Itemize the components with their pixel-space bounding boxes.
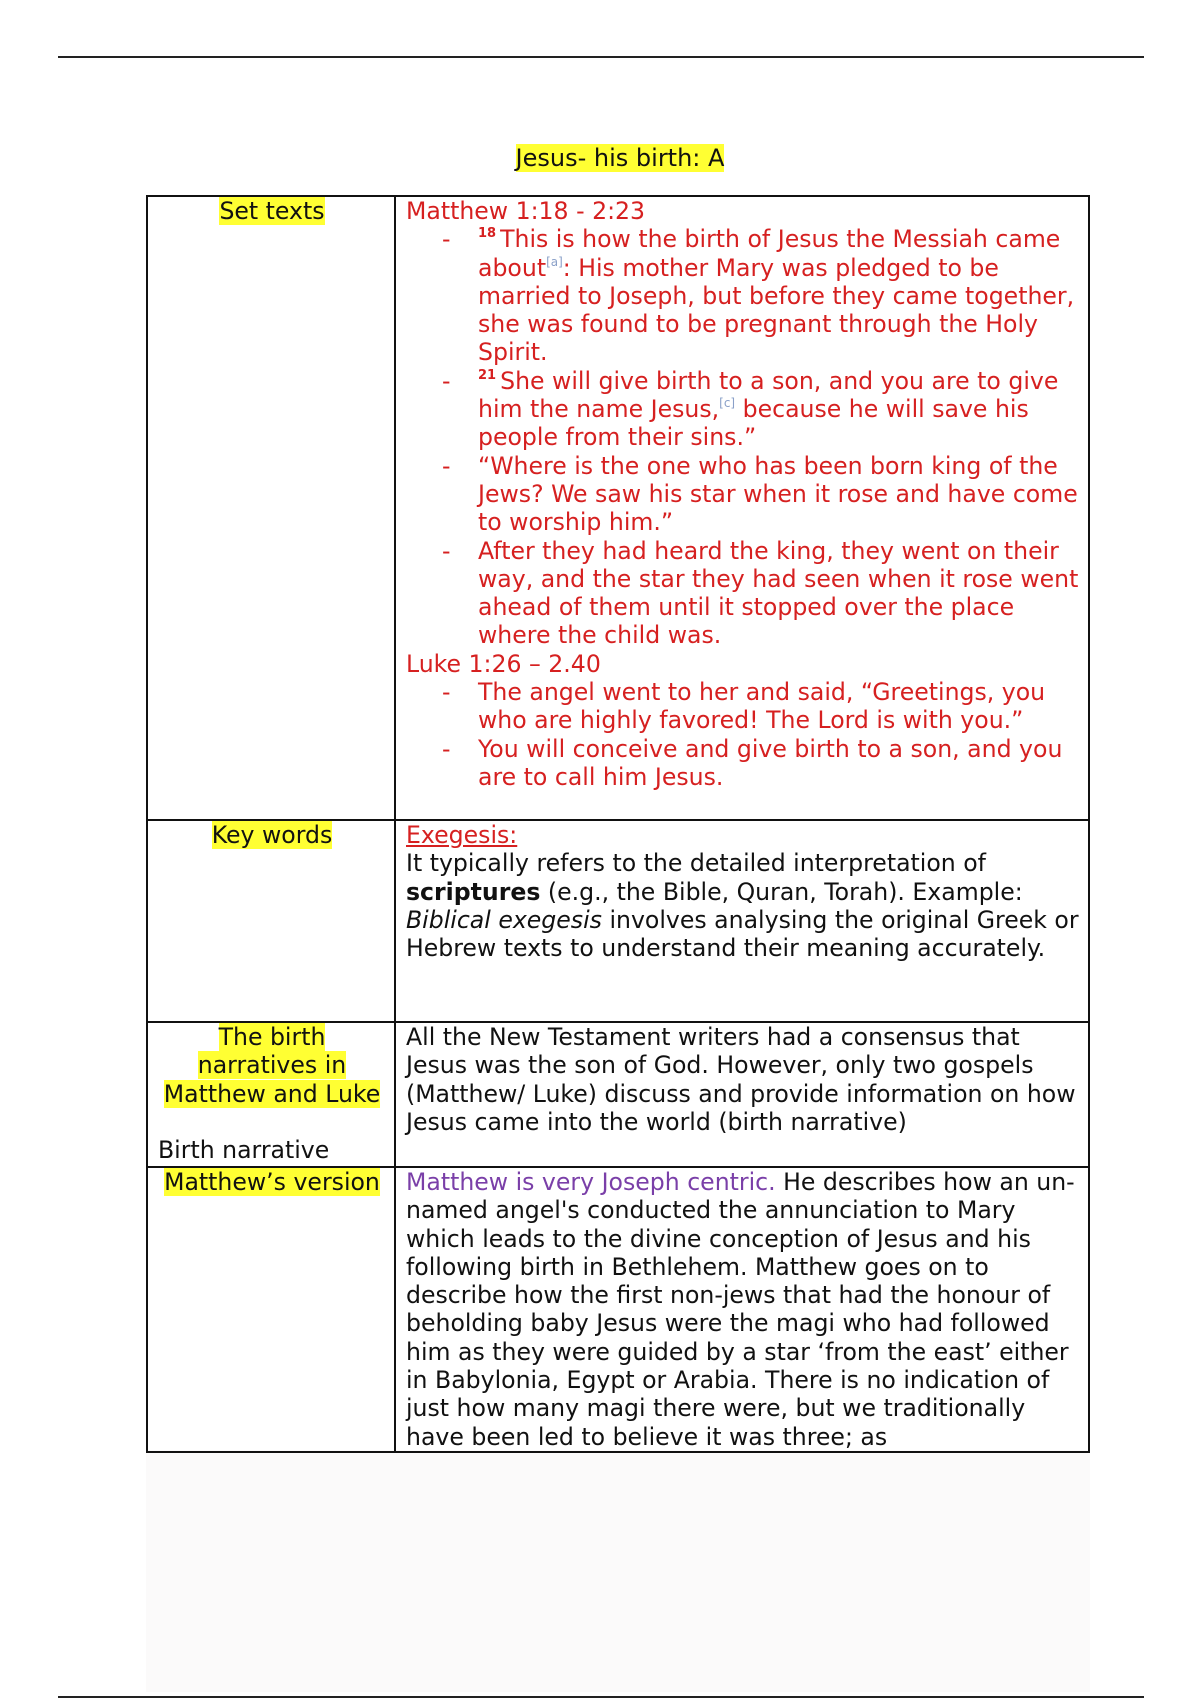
page-shade: [146, 1450, 1090, 1692]
matthews-version-content: Matthew is very Joseph centric. He describes how an un-named angel's conducted the annunciation to Mary which leads to the divine conception of Jesus and his following birth in Bethlehem. Matthew goes on to describe how the first non-jews that had the honour of beholding baby Jesus were the magi who had followed him as they were guided by a star ‘from the east’ either in Babylonia, Egypt or Arabia. There is no indication of just how many magi there were, but we traditionally have been led to believe it was three; as: [395, 1167, 1089, 1452]
set-texts-content: [395, 196, 1089, 820]
table-row-key-words: [147, 820, 1089, 1022]
row-label-cell: [147, 196, 395, 820]
key-term: Exegesis:: [406, 821, 518, 849]
row-label: Set texts: [219, 197, 325, 225]
matthew-quote-list: [406, 225, 1080, 649]
key-term-definition: It typically refers to the detailed interpretation of scriptures (e.g., the Bible, Quran, Torah). Example: Biblical exegesis involves analysing the original Greek or Hebrew texts to understand their meaning accurately.: [406, 849, 1079, 963]
row-label-cell: [147, 1022, 395, 1167]
luke-quote-list: [406, 678, 1080, 791]
matthew-intro: Matthew is very Joseph centric.: [406, 1168, 776, 1196]
footnote-link[interactable]: [a]: [546, 254, 563, 269]
verse-number: 21: [478, 367, 497, 383]
footer-rule: [58, 1696, 1144, 1698]
row-label-cell: [147, 820, 395, 1022]
page-title: Jesus- his birth: A: [515, 144, 725, 172]
list-item: - The angel went to her and said, “Greetings, you who are highly favored! The Lord is with you.”: [406, 678, 1080, 735]
row-label: The birth narratives in Matthew and Luke: [163, 1023, 381, 1108]
list-item: - “Where is the one who has been born king of the Jews? We saw his star when it rose and have come to worship him.”: [406, 452, 1080, 537]
birth-narratives-content: All the New Testament writers had a consensus that Jesus was the son of God. However, only two gospels (Matthew/ Luke) discuss and provide information on how Jesus came into the world (birth narrative): [395, 1022, 1089, 1167]
table-row-matthews-version: [147, 1167, 1089, 1452]
matthew-reference: Matthew 1:18 - 2:23: [406, 197, 646, 225]
footnote-link[interactable]: [c]: [719, 396, 736, 411]
notes-table: [146, 195, 1090, 1453]
verse-number: 18: [478, 226, 497, 242]
table-row-set-texts: [147, 196, 1089, 820]
header-rule: [58, 56, 1144, 58]
list-item: - After they had heard the king, they went on their way, and the star they had seen when it rose went ahead of them until it stopped over the place where the child was.: [406, 537, 1080, 650]
row-label-cell: [147, 1167, 395, 1452]
table-row-birth-narratives: [147, 1022, 1089, 1167]
luke-reference: Luke 1:26 – 2.40: [406, 649, 601, 678]
key-words-content: [395, 820, 1089, 1022]
list-item: - $^{18}$ This is how the birth of Jesus the Messiah came about[a]: His mother Mary was pledged to be married to Joseph, but before they came together, she was found to be pregnant through the Holy Spirit.: [406, 225, 1080, 366]
row-sub-label: Birth narrative: [158, 1135, 330, 1164]
row-label: Key words: [211, 821, 333, 849]
list-item: - $^{21}$ She will give birth to a son, and you are to give him the name Jesus,[c] because he will save his people from their sins.”: [406, 367, 1080, 452]
list-item: - You will conceive and give birth to a son, and you are to call him Jesus.: [406, 735, 1080, 792]
row-label: Matthew’s version: [164, 1168, 380, 1196]
